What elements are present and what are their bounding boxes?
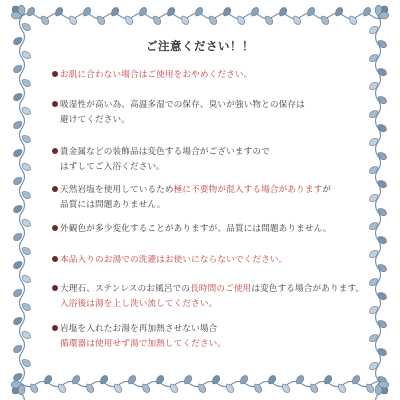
- bullet-icon: [52, 148, 58, 154]
- notice-text: 大理石、ステンレスのお風呂での: [60, 284, 191, 294]
- notice-text: 天然岩塩を使用しているため: [60, 185, 174, 195]
- warning-text: お肌に合わない場合はご使用をおやめください。: [60, 70, 253, 80]
- notice-text: 品質には問題ありません。: [60, 200, 166, 210]
- notice-line: [52, 198, 372, 213]
- notice-item: [52, 253, 372, 268]
- bullet-icon: [52, 325, 58, 331]
- notice-line: [52, 183, 372, 198]
- notice-line: [52, 222, 372, 237]
- bullet-icon: [52, 256, 58, 262]
- notice-line: [52, 253, 372, 268]
- warning-text: 長時間のご使用: [190, 284, 252, 294]
- notice-text: 吸湿性が高い為、高温多湿での保存、臭いが強い物との保存は: [60, 100, 305, 110]
- warning-text: 極に不要物が混入する場合があります: [173, 185, 323, 195]
- notice-line: [52, 282, 372, 297]
- notice-line: [52, 68, 372, 83]
- notice-line: [52, 297, 372, 312]
- notice-item: [52, 183, 372, 213]
- warning-text: 循環器は使用せず湯で加熱してください。: [60, 339, 227, 349]
- bullet-icon: [52, 186, 58, 192]
- notice-line: [52, 113, 372, 128]
- notice-text: 外観色が多少変化することがありますが、品質には問題ありません。: [60, 224, 332, 234]
- notice-text: は変色する場合があります。: [251, 284, 365, 294]
- notice-line: [52, 337, 372, 352]
- notice-item: [52, 282, 372, 312]
- bullet-icon: [52, 285, 58, 291]
- notice-item: [52, 145, 372, 175]
- warning-text: 入浴後は湯を上し洗い流してください。: [60, 299, 218, 309]
- notice-text: はずしてご入浴ください。: [60, 162, 165, 172]
- page-title: ご注意ください！！: [146, 39, 254, 53]
- bullet-icon: [52, 71, 58, 77]
- bullet-icon: [52, 101, 58, 107]
- notice-line: [52, 160, 372, 175]
- notice-item: [52, 322, 372, 352]
- notice-text: が: [322, 185, 332, 195]
- bullet-icon: [52, 225, 58, 231]
- notice-line: [52, 145, 372, 160]
- notice-item: [52, 222, 372, 237]
- notice-item: [52, 68, 372, 83]
- notice-text: 避けてください。: [60, 115, 130, 125]
- notice-text: 岩塩を入れたお湯を再加熱させない場合: [60, 324, 218, 334]
- notice-line: [52, 98, 372, 113]
- notice-line: [52, 322, 372, 337]
- notice-item: [52, 98, 372, 128]
- warning-text: 本品入りのお湯での洗濯はお使いにならないでください。: [60, 255, 288, 265]
- notice-text: 貴金属などの装飾品は変色する場合がございますので: [60, 147, 270, 157]
